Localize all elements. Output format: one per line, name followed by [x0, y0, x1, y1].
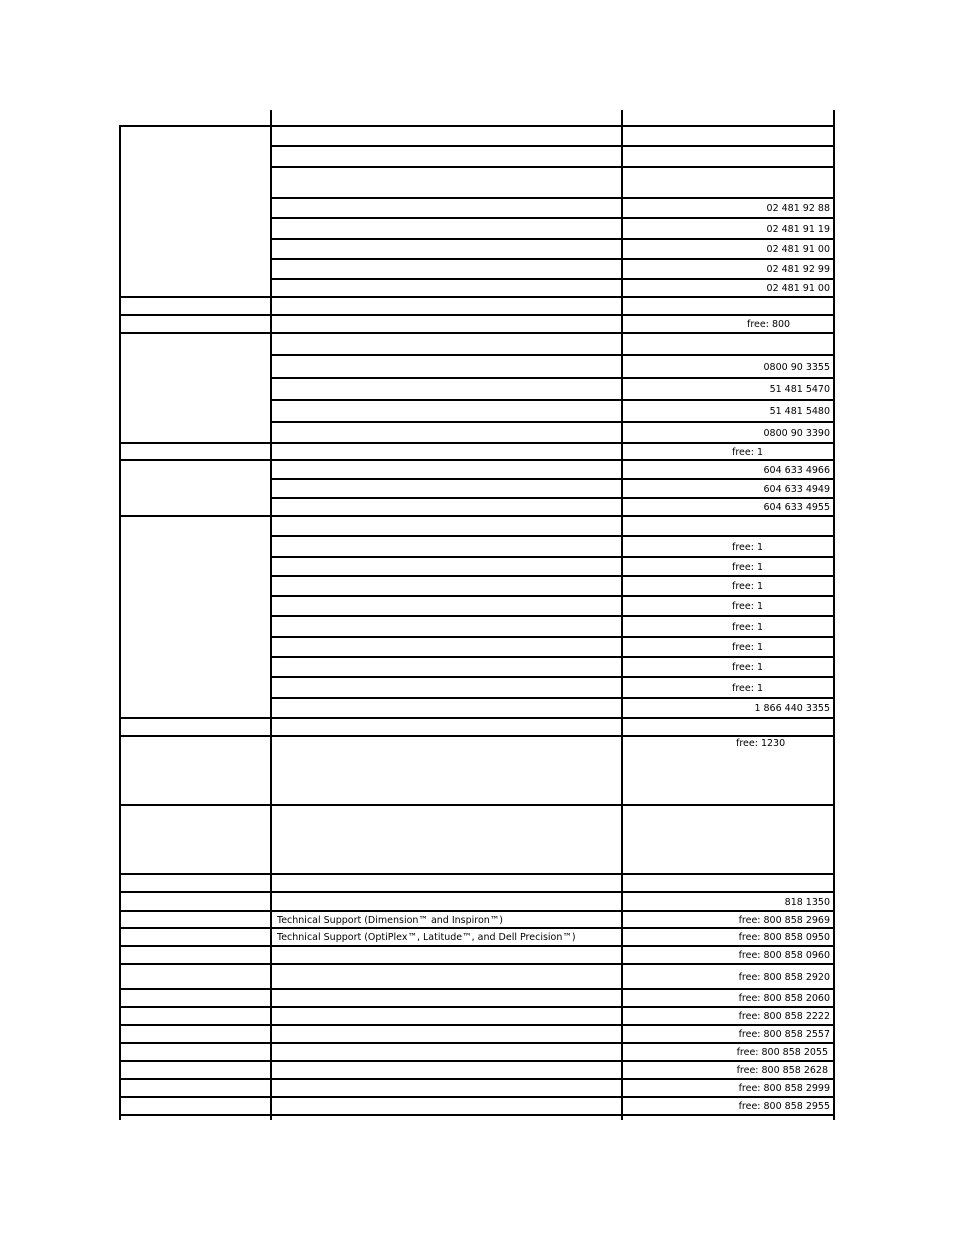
row-border [119, 927, 835, 929]
row-border [270, 166, 835, 168]
row-border [270, 258, 835, 260]
row-border [119, 314, 835, 316]
phone-number-cell: 51 481 5470 [769, 384, 830, 395]
phone-number-cell: free: 800 858 2222 [738, 1011, 830, 1022]
row-border [270, 377, 835, 379]
phone-number-cell: free: 1 [732, 447, 763, 458]
row-border [270, 535, 835, 537]
row-border [119, 1060, 835, 1062]
row-border [119, 735, 835, 737]
phone-number-cell: 0800 90 3390 [763, 428, 830, 439]
phone-number-cell: free: 1 [732, 642, 763, 653]
row-border [270, 575, 835, 577]
phone-number-cell: 0800 90 3355 [763, 362, 830, 373]
row-border [119, 717, 835, 719]
row-border [119, 1114, 835, 1116]
phone-number-cell: free: 1230 [736, 738, 786, 749]
service-cell: Technical Support (Dimension™ and Inspiron™) [277, 915, 504, 926]
row-border [270, 556, 835, 558]
row-border [270, 278, 835, 280]
row-border [119, 296, 835, 298]
phone-number-cell: 604 633 4955 [763, 502, 830, 513]
phone-number-cell: 604 633 4949 [763, 484, 830, 495]
phone-number-cell: free: 800 858 2628 [736, 1065, 828, 1076]
row-border [270, 595, 835, 597]
row-border [270, 421, 835, 423]
row-border [270, 656, 835, 658]
row-border [119, 891, 835, 893]
phone-number-cell: free: 800 [747, 319, 791, 330]
row-border [270, 217, 835, 219]
row-border [119, 459, 835, 461]
row-border [119, 963, 835, 965]
phone-number-cell: 02 481 91 00 [766, 283, 830, 294]
row-border [270, 478, 835, 480]
row-border [270, 697, 835, 699]
row-border [119, 1006, 835, 1008]
phone-number-cell: free: 1 [732, 601, 763, 612]
row-border [119, 332, 835, 334]
phone-number-cell: free: 800 858 0960 [738, 950, 830, 961]
row-border [119, 988, 835, 990]
row-border [119, 125, 835, 127]
row-border [119, 1096, 835, 1098]
row-border [119, 1024, 835, 1026]
phone-number-cell: free: 800 858 2999 [738, 1083, 830, 1094]
phone-number-cell: free: 800 858 2055 [736, 1047, 828, 1058]
phone-number-cell: free: 1 [732, 622, 763, 633]
phone-number-cell: free: 1 [732, 542, 763, 553]
phone-number-cell: free: 800 858 2955 [738, 1101, 830, 1112]
row-border [270, 636, 835, 638]
row-border [270, 238, 835, 240]
row-border [119, 873, 835, 875]
column-border-0 [119, 126, 121, 1120]
row-border [119, 442, 835, 444]
phone-number-cell: 818 1350 [784, 897, 830, 908]
row-border [270, 497, 835, 499]
row-border [119, 1078, 835, 1080]
service-cell: Technical Support (OptiPlex™, Latitude™, and Dell Precision™) [277, 932, 576, 943]
row-border [119, 515, 835, 517]
phone-number-cell: 02 481 92 88 [766, 203, 830, 214]
phone-number-cell: free: 800 858 2557 [738, 1029, 830, 1040]
phone-number-cell: free: 1 [732, 562, 763, 573]
phone-number-cell: free: 800 858 0950 [738, 932, 830, 943]
phone-number-cell: free: 800 858 2969 [738, 915, 830, 926]
phone-number-cell: 51 481 5480 [769, 406, 830, 417]
row-border [270, 399, 835, 401]
phone-number-cell: 1 866 440 3355 [754, 703, 830, 714]
phone-number-cell: free: 800 858 2920 [738, 972, 830, 983]
phone-number-cell: free: 800 858 2060 [738, 993, 830, 1004]
row-border [270, 676, 835, 678]
row-border [270, 145, 835, 147]
row-border [270, 354, 835, 356]
row-border [119, 1042, 835, 1044]
row-border [270, 197, 835, 199]
row-border [119, 804, 835, 806]
row-border [119, 945, 835, 947]
phone-number-cell: 604 633 4966 [763, 465, 830, 476]
phone-number-cell: free: 1 [732, 581, 763, 592]
phone-number-cell: 02 481 91 00 [766, 244, 830, 255]
row-border [270, 615, 835, 617]
phone-number-cell: free: 1 [732, 683, 763, 694]
phone-number-cell: 02 481 91 19 [766, 224, 830, 235]
row-border [119, 910, 835, 912]
phone-number-cell: free: 1 [732, 662, 763, 673]
phone-number-cell: 02 481 92 99 [766, 264, 830, 275]
